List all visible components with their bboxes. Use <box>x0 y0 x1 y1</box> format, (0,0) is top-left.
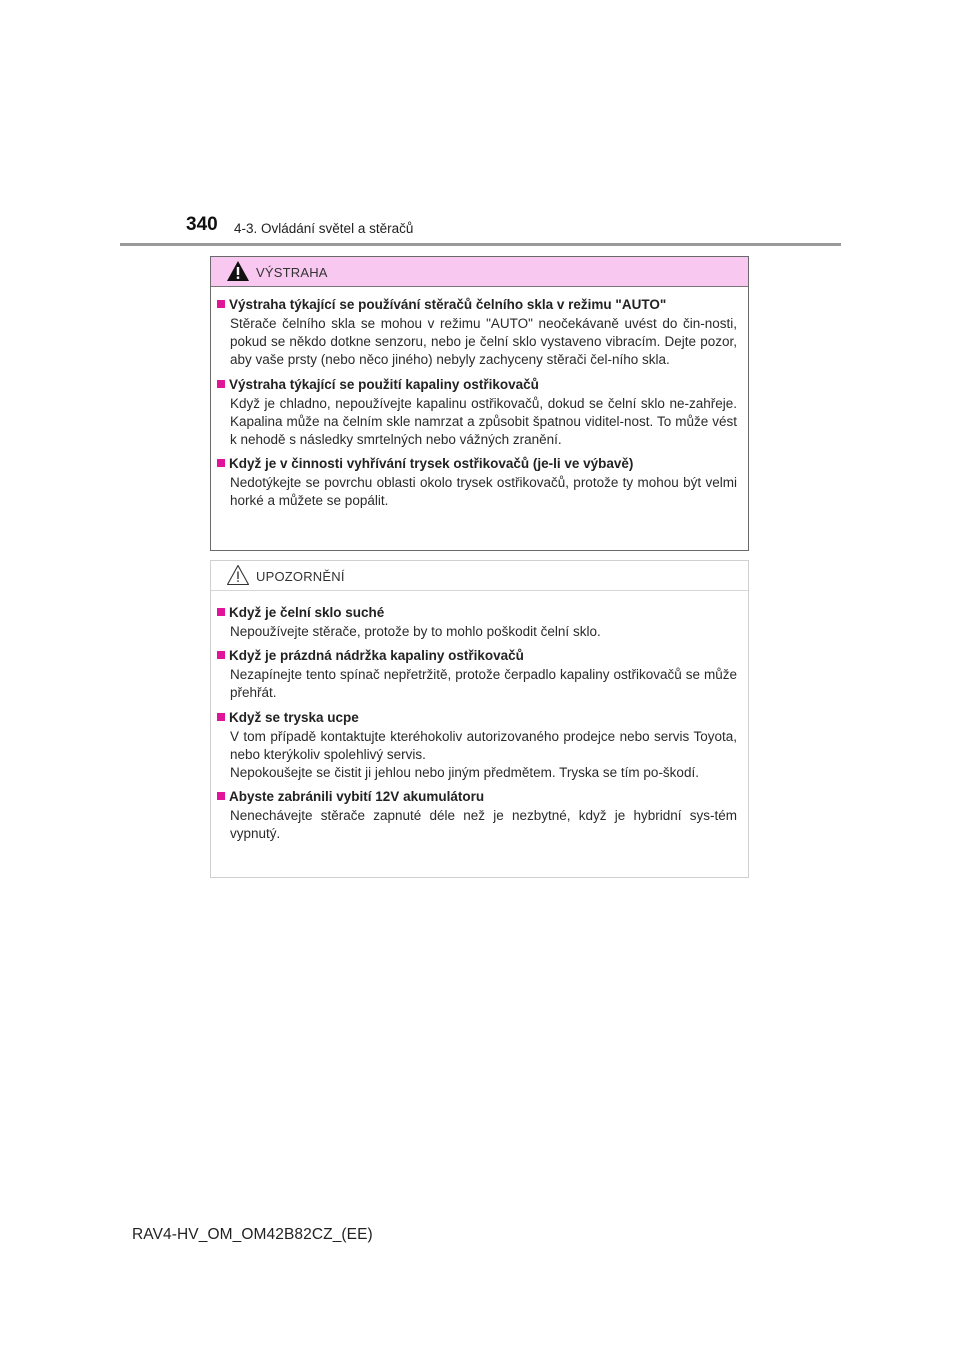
item-body <box>217 666 737 702</box>
item-heading <box>217 295 737 315</box>
item-body <box>217 623 737 641</box>
item-title-text: Když se tryska ucpe <box>229 709 359 725</box>
list-item <box>217 708 737 783</box>
caution-box-header <box>211 561 748 591</box>
item-paragraph: Nepoužívejte stěrače, protože by to mohlo poškodit čelní sklo. <box>230 624 601 639</box>
item-title-text: Když je prázdná nádržka kapaliny ostřikovačů <box>229 648 524 664</box>
caution-label: UPOZORNĚNÍ <box>256 569 345 584</box>
warning-triangle-icon <box>226 260 250 282</box>
caution-box <box>210 560 749 878</box>
document-code: RAV4-HV_OM_OM42B82CZ_(EE) <box>132 1226 373 1243</box>
item-paragraph: V tom případě kontaktujte kteréhokoliv autorizovaného prodejce nebo servis Toyota, nebo kterýkoliv spolehlivý servis. <box>230 728 737 762</box>
square-bullet-icon <box>217 380 225 388</box>
item-paragraph: Nedotýkejte se povrchu oblasti okolo trysek ostřikovačů, protože ty mohou být velmi horké a můžete se popálit. <box>230 475 737 509</box>
item-body <box>217 395 737 450</box>
list-item <box>217 646 737 702</box>
warning-box <box>210 256 749 551</box>
item-heading <box>217 787 737 807</box>
item-paragraph: Stěrače čelního skla se mohou v režimu "AUTO" neočekávaně uvést do čin-nosti, pokud se někdo dotkne senzoru, nebo je čelní sklo vystaveno vibracím. Dejte pozor, aby vaše prsty (nebo něco jiného) nebyly zachyceny stěrači čel-ního skla. <box>230 316 737 368</box>
item-heading <box>217 454 737 474</box>
list-item <box>217 375 737 450</box>
list-item <box>217 787 737 843</box>
warning-box-body <box>211 287 748 511</box>
item-title-text: Když je čelní sklo suché <box>229 605 385 620</box>
item-paragraph: Nezapínejte tento spínač nepřetržitě, protože čerpadlo kapaliny ostřikovačů se může přehřát. <box>230 667 737 701</box>
item-heading <box>217 708 737 728</box>
square-bullet-icon <box>217 300 225 308</box>
item-paragraph: Když je chladno, nepoužívejte kapalinu ostřikovačů, dokud se čelní sklo ne-zahřeje. Kapalina může na čelním skle namrzat a způsobit špatnou viditel-nost. To může vést k nehodě s následky smrtelných nebo vážných zranění. <box>230 395 737 448</box>
item-heading <box>217 603 737 623</box>
caution-triangle-icon <box>226 564 250 586</box>
square-bullet-icon <box>217 608 225 616</box>
item-heading <box>217 646 737 666</box>
item-body <box>217 315 737 370</box>
item-title-text: Když je v činnosti vyhřívání trysek ostřikovačů (je-li ve výbavě) <box>229 456 634 472</box>
item-body <box>217 474 737 510</box>
item-title-text: Abyste zabránili vybití 12V akumulátoru <box>229 789 485 805</box>
square-bullet-icon <box>217 713 225 721</box>
list-item <box>217 295 737 370</box>
item-body <box>217 728 737 783</box>
caution-box-body <box>211 591 748 844</box>
item-title-text: Výstraha týkající se použití kapaliny ostřikovačů <box>229 376 539 392</box>
item-paragraph: Nepokoušejte se čistit ji jehlou nebo jiným předmětem. Tryska se tím po-škodí. <box>230 765 699 781</box>
item-paragraph: Nenechávejte stěrače zapnuté déle než je nezbytné, když je hybridní sys-tém vypnutý. <box>230 808 737 842</box>
warning-box-header <box>211 257 748 287</box>
list-item <box>217 454 737 510</box>
square-bullet-icon <box>217 792 225 800</box>
warning-label: VÝSTRAHA <box>256 265 328 280</box>
square-bullet-icon <box>217 651 225 659</box>
item-body <box>217 807 737 843</box>
square-bullet-icon <box>217 459 225 467</box>
item-heading <box>217 375 737 395</box>
section-title: 4-3. Ovládání světel a stěračů <box>234 221 414 236</box>
list-item <box>217 603 737 641</box>
item-title-text: Výstraha týkající se používání stěračů čelního skla v režimu "AUTO" <box>229 297 667 312</box>
page-number: 340 <box>186 214 218 235</box>
header-rule <box>120 243 841 246</box>
